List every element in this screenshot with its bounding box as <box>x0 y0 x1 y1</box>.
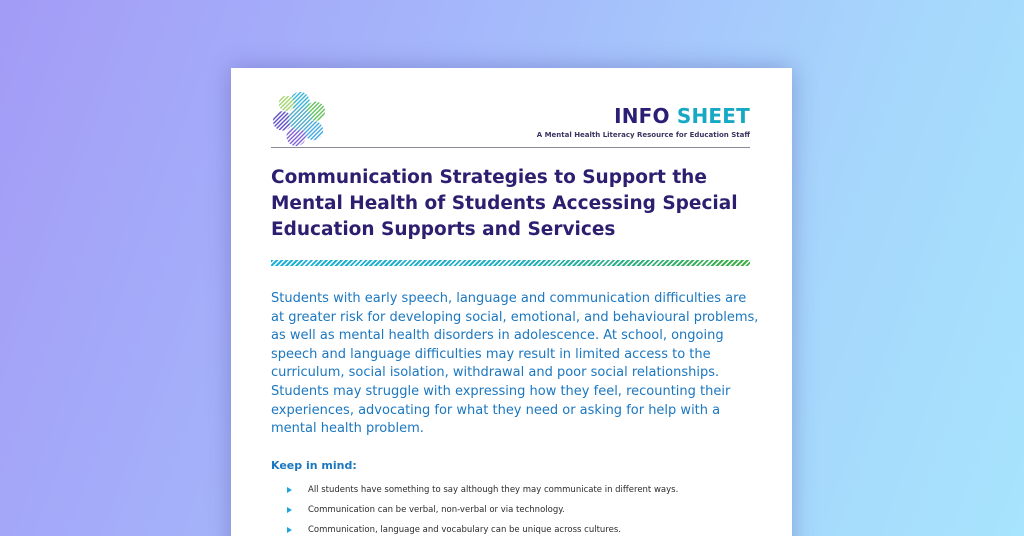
brand-subtitle: A Mental Health Literacy Resource for Education Staff <box>536 131 750 139</box>
multicolor-asterisk-logo-icon <box>271 90 329 148</box>
list-item <box>287 524 767 536</box>
decorative-gradient-stripe <box>271 260 750 266</box>
list-item-text: Communication can be verbal, non-verbal or via technology. <box>308 505 565 515</box>
list-item-text: All students have something to say although they may communicate in different ways. <box>308 485 679 495</box>
list-item <box>287 504 767 523</box>
bullet-arrow-icon <box>287 507 292 513</box>
brand-word-sheet: SHEET <box>676 104 750 128</box>
keep-in-mind-list <box>287 484 767 536</box>
intro-paragraph: Students with early speech, language and communication difficulties are at greater risk for developing social, emotional, and behavioural problems, as well as mental health disorders in adolescence. At school, ongoing speech and language difficulties may result in limited access to the curriculum, social isolation, withdrawal and poor social relationships. Students may struggle with expressing how they feel, recounting their experiences, advocating for what they need or asking for help with a mental health problem. <box>271 291 759 437</box>
document-title: Communication Strategies to Support the Mental Health of Students Accessing Special Education Supports and Services <box>271 167 738 240</box>
keep-in-mind-heading: Keep in mind: <box>271 459 357 472</box>
info-sheet-brand-title <box>614 104 750 128</box>
bullet-arrow-icon <box>287 487 292 493</box>
brand-word-info: INFO <box>614 104 670 128</box>
list-item-text: Communication, language and vocabulary can be unique across cultures. <box>308 525 621 535</box>
header-divider <box>271 147 750 148</box>
info-sheet-document <box>231 68 792 536</box>
list-item <box>287 484 767 503</box>
bullet-arrow-icon <box>287 527 292 533</box>
